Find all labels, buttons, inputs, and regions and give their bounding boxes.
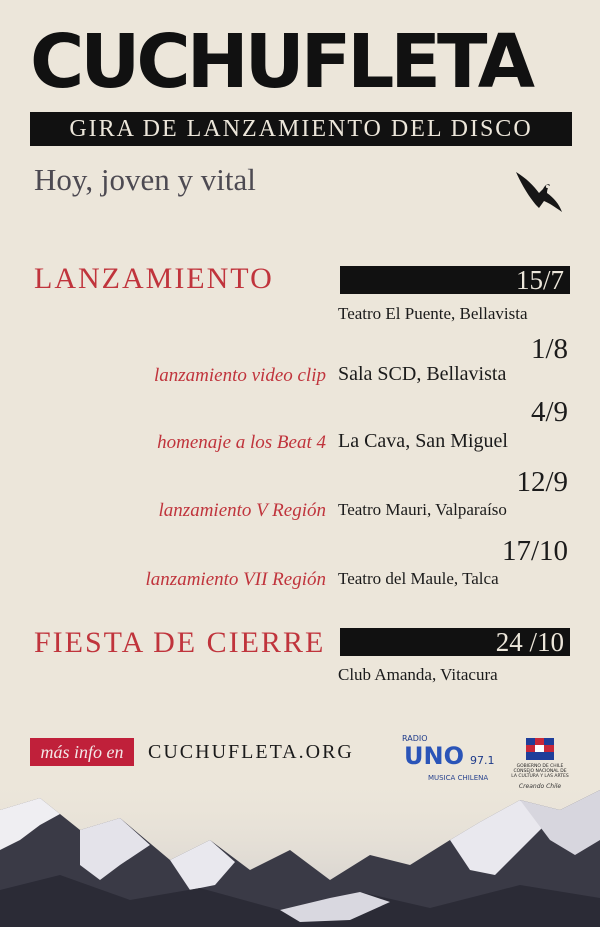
website-link[interactable]: CUCHUFLETA.ORG [148,741,354,763]
event-note: homenaje a los Beat 4 [157,432,326,453]
event-note: lanzamiento V Región [158,500,326,521]
council-text: GOBIERNO DE CHILE [516,764,564,769]
event-venue: Sala SCD, Bellavista [338,363,507,385]
album-title: Hoy, joven y vital [34,162,256,197]
event-venue: Teatro Mauri, Valparaíso [338,500,507,519]
event-venue: Teatro del Maule, Talca [338,569,499,588]
condor-icon [512,168,564,218]
tour-title-banner: GIRA DE LANZAMIENTO DEL DISCO [30,112,572,146]
event-note: lanzamiento VII Región [145,569,326,590]
closing-venue: Club Amanda, Vitacura [338,665,498,684]
event-note: lanzamiento video clip [153,365,326,386]
radio-name: UNO [404,742,464,770]
launch-date: 15/7 [340,266,570,294]
closing-date: 24 /10 [340,628,570,656]
launch-venue: Teatro El Puente, Bellavista [338,304,528,323]
launch-title: LANZAMIENTO [34,262,274,295]
event-venue: La Cava, San Miguel [338,430,508,452]
event-date: 4/9 [530,396,568,428]
closing-title: FIESTA DE CIERRE [34,626,326,659]
more-info-label: más info en [30,738,134,766]
event-date: 17/10 [501,535,568,567]
event-date: 1/8 [530,333,568,365]
mountain-range-icon [0,770,600,927]
radio-top-label: RADIO [402,734,428,743]
radio-frequency: 97.1 [470,754,495,767]
council-emblem-icon [526,738,554,760]
band-logo: CUCHUFLETA [30,22,531,102]
event-date: 12/9 [516,466,568,498]
